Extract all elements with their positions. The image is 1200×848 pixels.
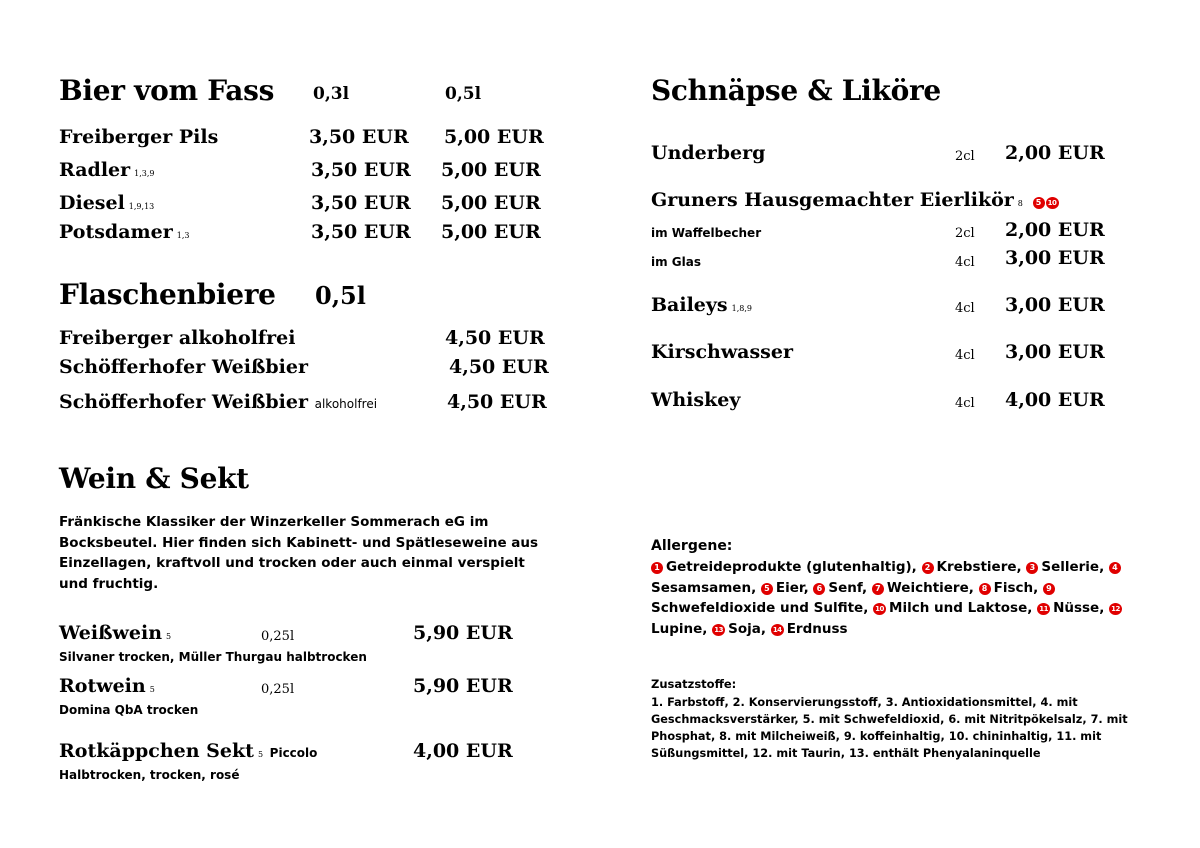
- allergen-badge: 3: [1026, 562, 1038, 574]
- allergen-item: 2 Krebstiere,: [922, 559, 1027, 575]
- menu-item-price-small: 3,50 EUR: [309, 126, 409, 148]
- section-title: Flaschenbiere: [59, 278, 276, 311]
- menu-item-price: 3,00 EUR: [1005, 294, 1105, 316]
- allergen-item: 5 Eier,: [761, 580, 814, 596]
- menu-item-price: 4,00 EUR: [413, 740, 513, 762]
- menu-item-name: Freiberger alkoholfrei: [59, 327, 296, 349]
- allergen-badge: 5: [761, 583, 773, 595]
- allergen-badge: 2: [922, 562, 934, 574]
- allergen-badge: 10: [1046, 197, 1059, 209]
- menu-item-name: Baileys 1,8,9: [651, 294, 752, 316]
- additive-notes: 5: [257, 750, 264, 759]
- menu-item-price-large: 5,00 EUR: [441, 159, 541, 181]
- menu-item-price: 4,50 EUR: [445, 327, 545, 349]
- menu-item-name: Potsdamer 1,3: [59, 221, 190, 243]
- menu-item-price-large: 5,00 EUR: [444, 126, 544, 148]
- menu-item-price: 4,50 EUR: [449, 356, 549, 378]
- section-description: Fränkische Klassiker der Winzerkeller Sommerach eG im Bocksbeutel. Hier finden sich Kabinett- und Spätleseweine aus Einzellagen, kraftvoll und trocken oder auch einmal verspielt und fruchtig.: [59, 514, 539, 592]
- menu-item-price: 3,00 EUR: [1005, 341, 1105, 363]
- menu-item-price-small: 3,50 EUR: [311, 159, 411, 181]
- menu-item-name: Rotkäppchen Sekt 5 Piccolo: [59, 740, 318, 762]
- additive-notes: 1,8,9: [731, 304, 752, 313]
- allergen-item: 7 Weichtiere,: [872, 580, 979, 596]
- allergen-badge: 8: [979, 583, 991, 595]
- menu-item-price-large: 5,00 EUR: [441, 221, 541, 243]
- menu-item-price: 2,00 EUR: [1005, 142, 1105, 164]
- additive-notes: 8: [1017, 199, 1023, 208]
- menu-item-volume: 4cl: [955, 348, 975, 363]
- menu-item-price: 4,50 EUR: [447, 391, 547, 413]
- column-header-small: 0,3l: [313, 84, 350, 104]
- section-title: Bier vom Fass: [59, 74, 275, 107]
- menu-item-name: Schöfferhofer Weißbier alkoholfrei: [59, 391, 378, 413]
- menu-item-volume: 4cl: [955, 301, 975, 316]
- allergen-item: 10 Milch und Laktose,: [873, 600, 1037, 616]
- section-title: Schnäpse & Liköre: [651, 74, 941, 107]
- menu-item-name: Freiberger Pils: [59, 126, 219, 148]
- menu-item-price-small: 3,50 EUR: [311, 192, 411, 214]
- allergen-badge: 10: [873, 603, 886, 615]
- additive-notes: 5: [149, 685, 155, 694]
- menu-item-name: Schöfferhofer Weißbier: [59, 356, 308, 378]
- menu-item-price-large: 5,00 EUR: [441, 192, 541, 214]
- allergen-item: 12Lupine,: [651, 600, 1125, 637]
- menu-item-price: 2,00 EUR: [1005, 219, 1105, 241]
- menu-item-name: Whiskey: [651, 389, 741, 411]
- allergen-item: 8 Fisch,: [979, 580, 1043, 596]
- menu-item-variant: im Waffelbecher: [651, 226, 762, 240]
- menu-item-variant: im Glas: [651, 255, 701, 269]
- menu-item-name: Underberg: [651, 142, 766, 164]
- allergen-badge: 6: [813, 583, 825, 595]
- menu-item-name: Diesel 1,9,13: [59, 192, 155, 214]
- allergen-item: 11 Nüsse,: [1037, 600, 1109, 616]
- menu-item-volume: 0,25l: [261, 682, 295, 697]
- section-title: Wein & Sekt: [59, 462, 249, 495]
- menu-item-price: 5,90 EUR: [413, 622, 513, 644]
- additive-notes: 1,3,9: [134, 169, 155, 178]
- menu-item-detail: Domina QbA trocken: [59, 703, 199, 717]
- menu-item-name: Kirschwasser: [651, 341, 793, 363]
- menu-item-detail: Silvaner trocken, Müller Thurgau halbtrocken: [59, 650, 367, 664]
- menu-item-price: 4,00 EUR: [1005, 389, 1105, 411]
- allergen-badge: 11: [1037, 603, 1050, 615]
- allergen-item: 9Schwefeldioxide und Sulfite,: [651, 580, 1058, 617]
- allergen-badge: 14: [771, 624, 784, 636]
- additive-notes: 1,9,13: [128, 202, 155, 211]
- menu-item-price-small: 3,50 EUR: [311, 221, 411, 243]
- menu-item-name: Radler 1,3,9: [59, 159, 155, 181]
- additive-notes: 1,3: [176, 231, 190, 240]
- menu-item-price: 5,90 EUR: [413, 675, 513, 697]
- menu-item-volume: 2cl: [955, 149, 975, 164]
- menu-item-volume: 4cl: [955, 255, 975, 270]
- allergen-badge: 12: [1109, 603, 1122, 615]
- allergen-badge: 5: [1033, 197, 1045, 209]
- column-header-large: 0,5l: [445, 84, 482, 104]
- allergen-badge: 4: [1109, 562, 1121, 574]
- allergen-item: 3 Sellerie,: [1026, 559, 1109, 575]
- allergen-item: 6 Senf,: [813, 580, 871, 596]
- allergene-title: Allergene:: [651, 538, 733, 554]
- menu-item-volume: 4cl: [955, 396, 975, 411]
- allergen-badge: 1: [651, 562, 663, 574]
- allergen-badge: 7: [872, 583, 884, 595]
- allergen-badge: 9: [1043, 583, 1055, 595]
- menu-item-name: Gruners Hausgemachter Eierlikör 8 5 10: [651, 189, 1062, 211]
- menu-item-volume: 0,25l: [261, 629, 295, 644]
- section-volume: 0,5l: [315, 281, 366, 310]
- menu-item-suffix: alkoholfrei: [314, 397, 378, 411]
- allergen-item: 4Sesamsamen,: [651, 559, 1124, 596]
- zusatzstoffe-list: 1. Farbstoff, 2. Konservierungsstoff, 3. Antioxidationsmittel, 4. mit Geschmacksverstärker, 5. mit Schwefeldioxid, 6. mit Nitritpökelsalz, 7. mit Phosphat, 8. mit Milcheiweiß, 9. koffeinhaltig, 10. chininhaltig, 11. mit Süßungsmittel, 12. mit Taurin, 13. enthält Phenyalaninquelle: [651, 696, 1128, 760]
- allergen-item: 14 Erdnuss: [771, 621, 848, 637]
- menu-item-price: 3,00 EUR: [1005, 247, 1105, 269]
- allergen-item: 1 Getreideprodukte (glutenhaltig),: [651, 559, 922, 575]
- menu-item-volume: 2cl: [955, 226, 975, 241]
- menu-item-detail: Halbtrocken, trocken, rosé: [59, 768, 240, 782]
- menu-item-name: Rotwein 5: [59, 675, 155, 697]
- allergen-badge: 13: [712, 624, 725, 636]
- menu-item-volume: Piccolo: [269, 746, 318, 760]
- menu-item-name: Weißwein 5: [59, 622, 172, 644]
- allergen-item: 13 Soja,: [712, 621, 771, 637]
- zusatzstoffe-title: Zusatzstoffe:: [651, 677, 737, 691]
- additive-notes: 5: [166, 632, 172, 641]
- allergene-list: [651, 557, 1146, 640]
